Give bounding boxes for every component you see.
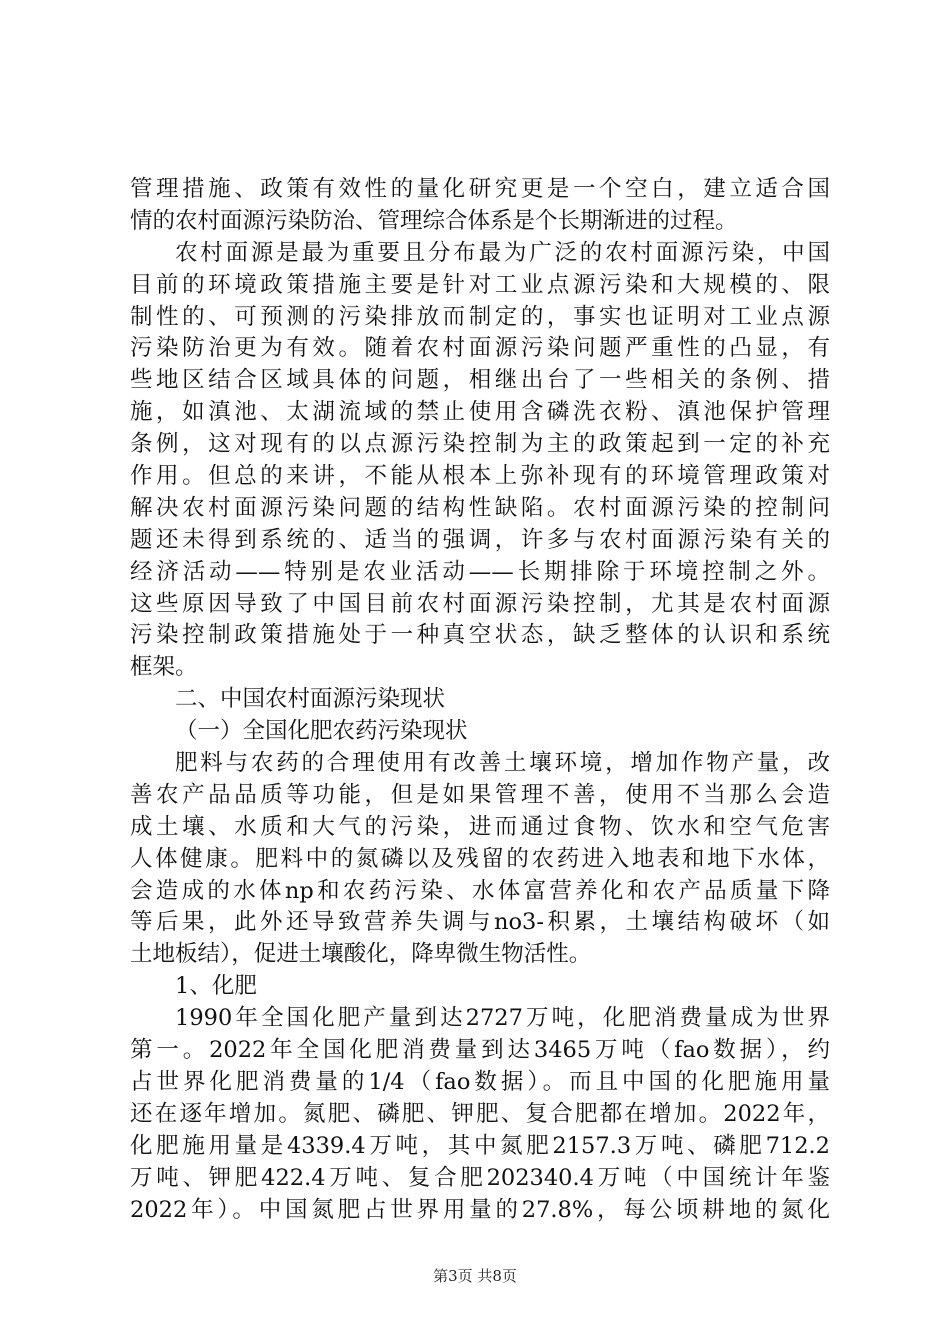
text-line: 目前的环境政策措施主要是针对工业点源污染和大规模的、限 (130, 271, 830, 298)
text-line: （一）全国化肥农药污染现状 (175, 718, 468, 745)
text-line: 管理措施、政策有效性的量化研究更是一个空白，建立适合国 (130, 176, 830, 202)
text-line: 情的农村面源污染防治、管理综合体系是个长期渐进的过程。 (130, 207, 738, 234)
text-line: 成土壤、水质和大气的污染，进而通过食物、饮水和空气危害 (130, 813, 830, 840)
text-line: 解决农村面源污染问题的结构性缺陷。农村面源污染的控制问 (130, 494, 830, 521)
text-line: 人体健康。肥料中的氮磷以及残留的农药进入地表和地下水体， (130, 845, 830, 872)
text-line: 污染防治更为有效。随着农村面源污染问题严重性的凸显，有 (130, 335, 830, 362)
text-line: 化肥施用量是4339.4万吨，其中氮肥2157.3万吨、磷肥712.2 (130, 1132, 830, 1159)
document-body (130, 174, 830, 1226)
text-line: 条例，这对现有的以点源污染控制为主的政策起到一定的补充 (130, 431, 830, 458)
text-line: 等后果，此外还导致营养失调与no3-积累，土壤结构破坏（如 (130, 909, 830, 936)
text-line: 占世界化肥消费量的1/4（fao数据）。而且中国的化肥施用量 (130, 1068, 830, 1095)
text-line: 1、化肥 (175, 973, 257, 1000)
text-line: 污染控制政策措施处于一种真空状态，缺乏整体的认识和系统 (130, 622, 830, 649)
text-line: 还在逐年增加。氮肥、磷肥、钾肥、复合肥都在增加。2022年， (130, 1100, 830, 1127)
text-line: 框架。 (130, 654, 198, 681)
text-line: 土地板结），促进土壤酸化，降卑微生物活性。 (130, 941, 592, 968)
text-line: 肥料与农药的合理使用有改善土壤环境，增加作物产量，改 (175, 750, 830, 777)
text-line: 经济活动——特别是农业活动——长期排除于环境控制之外。 (130, 558, 830, 585)
text-line: 2022年）。中国氮肥占世界用量的27.8%，每公顷耕地的氮化 (130, 1196, 830, 1223)
text-line: 题还未得到系统的、适当的强调，许多与农村面源污染有关的 (130, 526, 830, 553)
text-line: 万吨、钾肥422.4万吨、复合肥202340.4万吨（中国统计年鉴 (130, 1164, 830, 1191)
text-line: 1990年全国化肥产量到达2727万吨，化肥消费量成为世界 (175, 1005, 830, 1032)
text-line: 这些原因导致了中国目前农村面源污染控制，尤其是农村面源 (130, 590, 830, 617)
text-line: 作用。但总的来讲，不能从根本上弥补现有的环境管理政策对 (130, 463, 830, 490)
text-line: 会造成的水体np和农药污染、水体富营养化和农产品质量下降 (130, 877, 830, 904)
text-line: 第一。2022年全国化肥消费量到达3465万吨（fao数据），约 (130, 1037, 830, 1064)
text-line: 善农产品品质等功能，但是如果管理不善，使用不当那么会造 (130, 781, 830, 808)
text-line: 些地区结合区域具体的问题，相继出台了一些相关的条例、措 (130, 367, 830, 394)
text-line: 制性的、可预测的污染排放而制定的，事实也证明对工业点源 (130, 303, 830, 330)
page-footer: 第3页 共8页 (433, 1267, 517, 1285)
text-line: 施，如滇池、太湖流域的禁止使用含磷洗衣粉、滇池保护管理 (130, 399, 830, 426)
text-line: 农村面源是最为重要且分布最为广泛的农村面源污染，中国 (175, 239, 830, 266)
text-line: 二、中国农村面源污染现状 (175, 686, 446, 713)
